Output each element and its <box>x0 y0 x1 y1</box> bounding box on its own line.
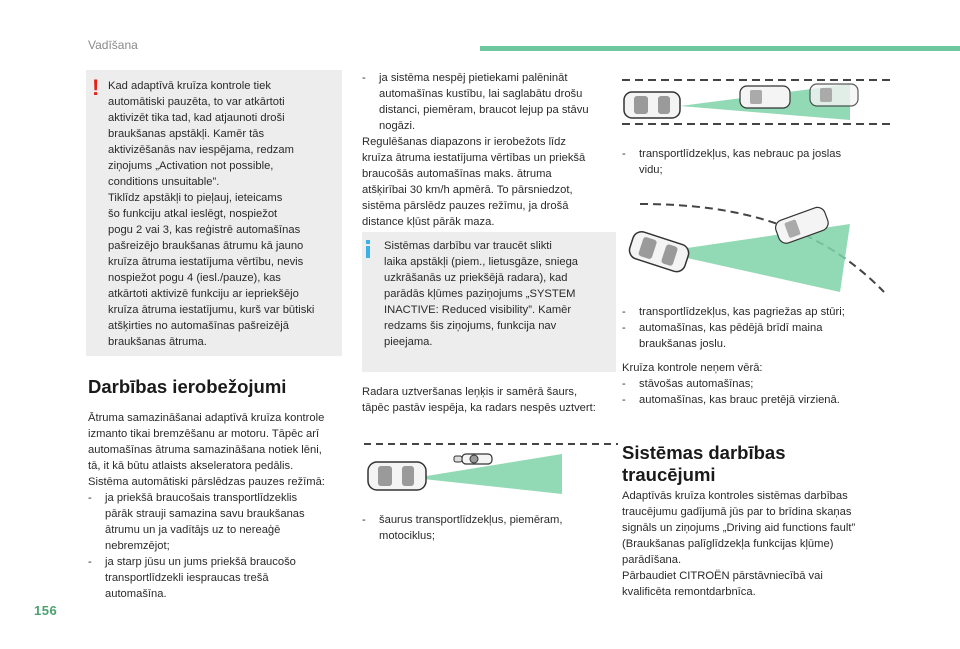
list-dash: - <box>88 556 92 568</box>
list-dash: - <box>622 394 626 406</box>
list-item-text: ja sistēma nespēj pietiekami palēnināt automašīnas kustību, lai saglabātu drošu distanci, piemēram, braucot lejup pa stāvu nogāzi. <box>379 72 589 132</box>
list-item-text: stāvošas automašīnas; <box>639 378 754 390</box>
motorcycle-icon <box>454 454 492 464</box>
list-item-text: transportlīdzekļus, kas pagriežas ap stūri; <box>639 306 845 318</box>
list-item <box>88 554 348 602</box>
fault-heading: Sistēmas darbības traucējumi <box>622 442 786 485</box>
off-center-vehicles-illustration <box>620 70 892 132</box>
list-item-text: ja priekšā braucošais transportlīdzeklis pārāk strauji samazina savu braukšanas ātrumu un ja vadītājs uz to nereaģē nebremzējot; <box>105 492 305 552</box>
list-item <box>622 304 892 320</box>
section-title: Vadīšana <box>88 38 138 52</box>
list-dash: - <box>622 378 626 390</box>
warning-text: Kad adaptīvā kruīza kontrole tiek automātiski pauzēta, to var atkārtoti aktivizēt tika tad, kad atjaunoti droši braukšanas apstākļi. Kamēr tās aktivizēšanās nav iespējama, redzam ziņojums „Activation not possible, conditions unsuitable”. Tiklīdz apstākļi to pieļauj, ieteicams šo funkciju atkal ieslēgt, nospiežot pogu 2 vai 3, kas reģistrē automašīnas pašreizējo braukšanas ātrumu kā jauno kruīza ātruma iestatījuma vērtību, nevis nospiežot pogu 4 (iesl./pauze), kas atkārtoti aktivizē funkciju ar iepriekšējo kruīza ātruma iestatījumu, kurš var būtiski atšķirties no automašīnas pašreizējā braukšanas ātruma. <box>108 80 315 348</box>
radar-text: Radara uztveršanas leņķis ir samērā šaurs, tāpēc pastāv iespēja, ka radars nespēs uztvert: <box>362 386 596 414</box>
fault-text: Adaptīvās kruīza kontroles sistēmas darbības traucējumu gadījumā jūs par to brīdina skaņas signāls un ziņojums „Driving aid functions fault” (Braukšanas palīglīdzekļa funkcijas kļūme) parādīšana. Pārbaudiet CITROËN pārstāvniecībā vai kvalificēta remontdarbnīca. <box>622 490 856 598</box>
regulation-text: Regulēšanas diapazons ir ierobežots līdz kruīza ātruma iestatījuma vērtības un priekšā braucošās automašīnas maks. ātruma atšķirībai 30 km/h apmērā. To pārsniedzot, sistēma pārslēdz pauzes režīmu, ja drošā distance kļūst pārāk maza. <box>362 136 586 228</box>
car-icon <box>624 92 680 118</box>
list-dash: - <box>88 492 92 504</box>
list-dash: - <box>622 322 626 334</box>
list-item <box>622 392 892 408</box>
list-item <box>362 512 622 544</box>
list-item-text: transportlīdzekļus, kas nebrauc pa joslas vidu; <box>639 148 842 176</box>
list-dash: - <box>362 72 366 84</box>
motorcycle-illustration <box>362 432 620 502</box>
info-text: Sistēmas darbību var traucēt slikti laika apstākļi (piem., lietusgāze, sniega uzkrāšanās uz priekšējā radara), kad parādās kļūmes paziņojums „SYSTEM INACTIVE: Reduced visibility”. Kamēr redzams šis ziņojums, funkcija nav pieejama. <box>384 240 579 348</box>
page-number: 156 <box>34 603 58 618</box>
list-item <box>622 320 892 352</box>
limits-intro: Ātruma samazināšanai adaptīvā kruīza kontrole izmanto tikai bremzēšanu ar motoru. Tāpēc arī automašīnas ātruma samazināšana notiek lēni, tā, it kā būtu atlaists akseleratora pedālis. Sistēma automātiski pārslēdzas pauzes režīmā: <box>88 412 325 488</box>
header-accent-bar <box>480 46 960 51</box>
warning-icon: ! <box>92 75 100 100</box>
car-icon <box>627 229 691 274</box>
list-dash: - <box>362 514 366 526</box>
list-item <box>622 376 892 392</box>
list-item <box>362 70 622 134</box>
cornering-vehicles-illustration <box>620 196 892 296</box>
list-item-text: ja starp jūsu un jums priekšā braucošo transportlīdzekli iespraucas trešā automašīna. <box>105 556 296 600</box>
ignores-intro: Kruīza kontrole neņem vērā: <box>622 362 763 374</box>
list-dash: - <box>622 306 626 318</box>
list-item <box>88 490 348 554</box>
list-dash: - <box>622 148 626 160</box>
info-icon <box>366 240 370 256</box>
list-item-text: automašīnas, kas pēdējā brīdī maina braukšanas joslu. <box>639 322 823 350</box>
limits-heading: Darbības ierobežojumi <box>88 376 287 397</box>
list-item-text: šaurus transportlīdzekļus, piemēram, motociklus; <box>379 514 563 542</box>
list-item <box>622 146 892 178</box>
car-icon <box>368 462 426 490</box>
list-item-text: automašīnas, kas brauc pretējā virzienā. <box>639 394 840 406</box>
